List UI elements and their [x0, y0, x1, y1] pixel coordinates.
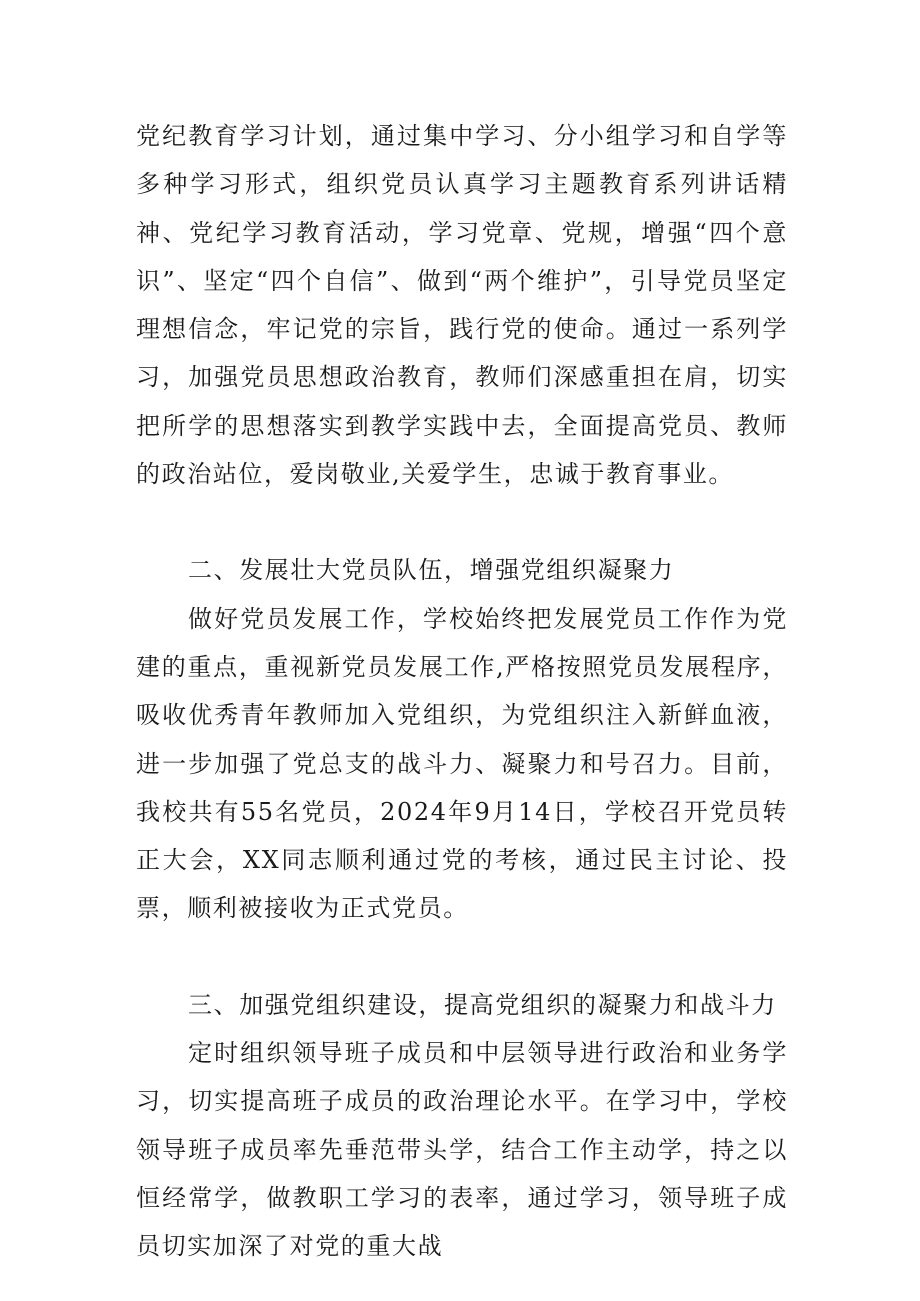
section-heading-2: 二、发展壮大党员队伍，增强党组织凝聚力	[188, 556, 675, 585]
paragraph-member-development: 做好党员发展工作，学校始终把发展党员工作作为党建的重点，重视新党员发展工作,严格按照党员发展程序，吸收优秀青年教师加入党组织，为党组织注入新鲜血液，进一步加强了党总支的战斗力、凝聚力和号召力。目前，我校共有55名党员，2024年9月14日，学校召开党员转正大会，XX同志顺利通过党的考核，通过民主讨论、投票，顺利被接收为正式党员。	[136, 604, 788, 923]
paragraph-party-discipline-study: 党纪教育学习计划，通过集中学习、分小组学习和自学等多种学习形式，组织党员认真学习主题教育系列讲话精神、党纪学习教育活动，学习党章、党规，增强“四个意识”、坚定“四个自信”、做到“两个维护”，引导党员坚定理想信念，牢记党的宗旨，践行党的使命。通过一系列学习，加强党员思想政治教育，教师们深感重担在肩，切实把所学的思想落实到教学实践中去，全面提高党员、教师的政治站位，爱岗敬业,关爱学生，忠诚于教育事业。	[136, 122, 788, 489]
paragraph-gap	[136, 498, 788, 546]
paragraph-gap	[136, 933, 788, 981]
document-page	[136, 112, 788, 1271]
section-heading-3: 三、加强党组织建设，提高党组织的凝聚力和战斗力	[188, 990, 777, 1019]
paragraph-organization-building: 定时组织领导班子成员和中层领导进行政治和业务学习，切实提高班子成员的政治理论水平。在学习中，学校领导班子成员率先垂范带头学，结合工作主动学，持之以恒经常学，做教职工学习的表率，通过学习，领导班子成员切实加深了对党的重大战	[136, 1039, 788, 1261]
